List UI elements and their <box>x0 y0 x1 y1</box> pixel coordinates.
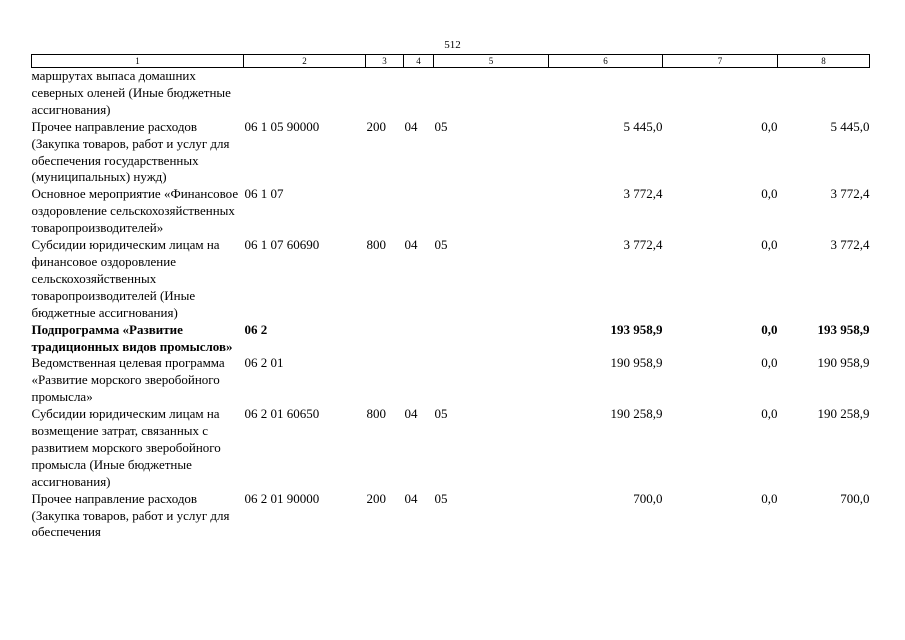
row-name: Подпрограмма «Развитие традиционных видов промыслов» <box>31 321 233 354</box>
column-header-7: 7 <box>663 55 778 68</box>
row-value-col8: 190 258,9 <box>817 406 870 422</box>
row-code: 06 1 07 60690 <box>244 237 320 253</box>
row-value-col6: 190 958,9 <box>610 355 663 371</box>
row-value-col6: 193 958,9 <box>610 321 663 337</box>
row-value-col6: 3 772,4 <box>623 237 663 253</box>
table-row <box>32 491 870 542</box>
row-code: 06 2 01 60650 <box>244 406 320 422</box>
row-value-col8 <box>778 68 870 119</box>
row-expense-type <box>366 355 404 406</box>
row-value-col8: 3 772,4 <box>830 186 870 202</box>
page-number: 512 <box>444 39 461 51</box>
row-name: Основное мероприятие «Финансовое оздоровление сельскохозяйственных товаропроизводителей» <box>31 186 239 236</box>
row-name: маршрутах выпаса домашних северных оленей (Иные бюджетные ассигнования) <box>31 68 231 117</box>
column-header-2: 2 <box>244 55 366 68</box>
row-value-col7: 0,0 <box>761 355 778 371</box>
row-code <box>244 68 366 119</box>
row-name: Субсидии юридическим лицам на возмещение затрат, связанных с развитием морского зверобойного промысла (Иные бюджетные ассигнования) <box>31 406 221 489</box>
row-value-col6: 700,0 <box>633 490 663 506</box>
column-header-6: 6 <box>549 55 663 68</box>
row-value-col6: 3 772,4 <box>623 186 663 202</box>
column-header-8: 8 <box>778 55 870 68</box>
row-expense-type <box>366 322 404 356</box>
row-expense-type: 200 <box>366 490 386 506</box>
row-value-col8: 193 958,9 <box>817 321 870 337</box>
row-code: 06 1 05 90000 <box>244 118 320 134</box>
table-row <box>32 68 870 119</box>
table-row <box>32 322 870 356</box>
table-row <box>32 406 870 491</box>
row-expense-type: 200 <box>366 118 386 134</box>
row-value-col7: 0,0 <box>761 321 778 337</box>
row-expense-type <box>366 186 404 237</box>
row-section: 04 <box>404 118 418 134</box>
budget-table <box>31 54 870 541</box>
row-section <box>404 68 434 119</box>
row-expense-type <box>366 68 404 119</box>
row-section <box>404 186 434 237</box>
row-section: 04 <box>404 406 418 422</box>
row-value-col6: 5 445,0 <box>623 118 663 134</box>
row-subsection: 05 <box>434 490 448 506</box>
column-header-3: 3 <box>366 55 404 68</box>
row-section <box>404 355 434 406</box>
row-name: Ведомственная целевая программа «Развитие морского зверобойного промысла» <box>31 355 225 405</box>
row-code: 06 2 <box>244 321 268 337</box>
row-code: 06 2 01 90000 <box>244 490 320 506</box>
table-row <box>32 186 870 237</box>
column-number-row <box>32 55 870 68</box>
row-expense-type: 800 <box>366 237 386 253</box>
row-code: 06 2 01 <box>244 355 284 371</box>
row-value-col7: 0,0 <box>761 237 778 253</box>
table-row <box>32 355 870 406</box>
row-name: Субсидии юридическим лицам на финансовое оздоровление сельскохозяйственных товаропроизводителей (Иные бюджетные ассигнования) <box>31 237 220 320</box>
row-expense-type: 800 <box>366 406 386 422</box>
row-value-col7 <box>663 68 778 119</box>
table-row <box>32 237 870 322</box>
row-value-col7: 0,0 <box>761 406 778 422</box>
column-header-1: 1 <box>32 55 244 68</box>
row-section: 04 <box>404 237 418 253</box>
row-subsection: 05 <box>434 237 448 253</box>
row-name: Прочее направление расходов (Закупка товаров, работ и услуг для обеспечения <box>31 490 230 540</box>
row-value-col7: 0,0 <box>761 490 778 506</box>
column-header-4: 4 <box>404 55 434 68</box>
row-subsection: 05 <box>434 406 448 422</box>
row-code: 06 1 07 <box>244 186 284 202</box>
row-section <box>404 322 434 356</box>
row-subsection <box>434 322 549 356</box>
row-value-col8: 3 772,4 <box>830 237 870 253</box>
row-subsection <box>434 68 549 119</box>
row-value-col6: 190 258,9 <box>610 406 663 422</box>
row-value-col6 <box>549 68 663 119</box>
row-value-col8: 5 445,0 <box>830 118 870 134</box>
table-body <box>32 68 870 542</box>
column-header-5: 5 <box>434 55 549 68</box>
row-value-col8: 190 958,9 <box>817 355 870 371</box>
row-value-col8: 700,0 <box>840 490 870 506</box>
row-subsection <box>434 355 549 406</box>
row-value-col7: 0,0 <box>761 186 778 202</box>
row-section: 04 <box>404 490 418 506</box>
table-header <box>32 55 870 68</box>
row-subsection: 05 <box>434 118 448 134</box>
row-subsection <box>434 186 549 237</box>
row-value-col7: 0,0 <box>761 118 778 134</box>
table-row <box>32 119 870 187</box>
row-name: Прочее направление расходов (Закупка товаров, работ и услуг для обеспечения государственных (муниципальных) нужд) <box>31 118 230 185</box>
